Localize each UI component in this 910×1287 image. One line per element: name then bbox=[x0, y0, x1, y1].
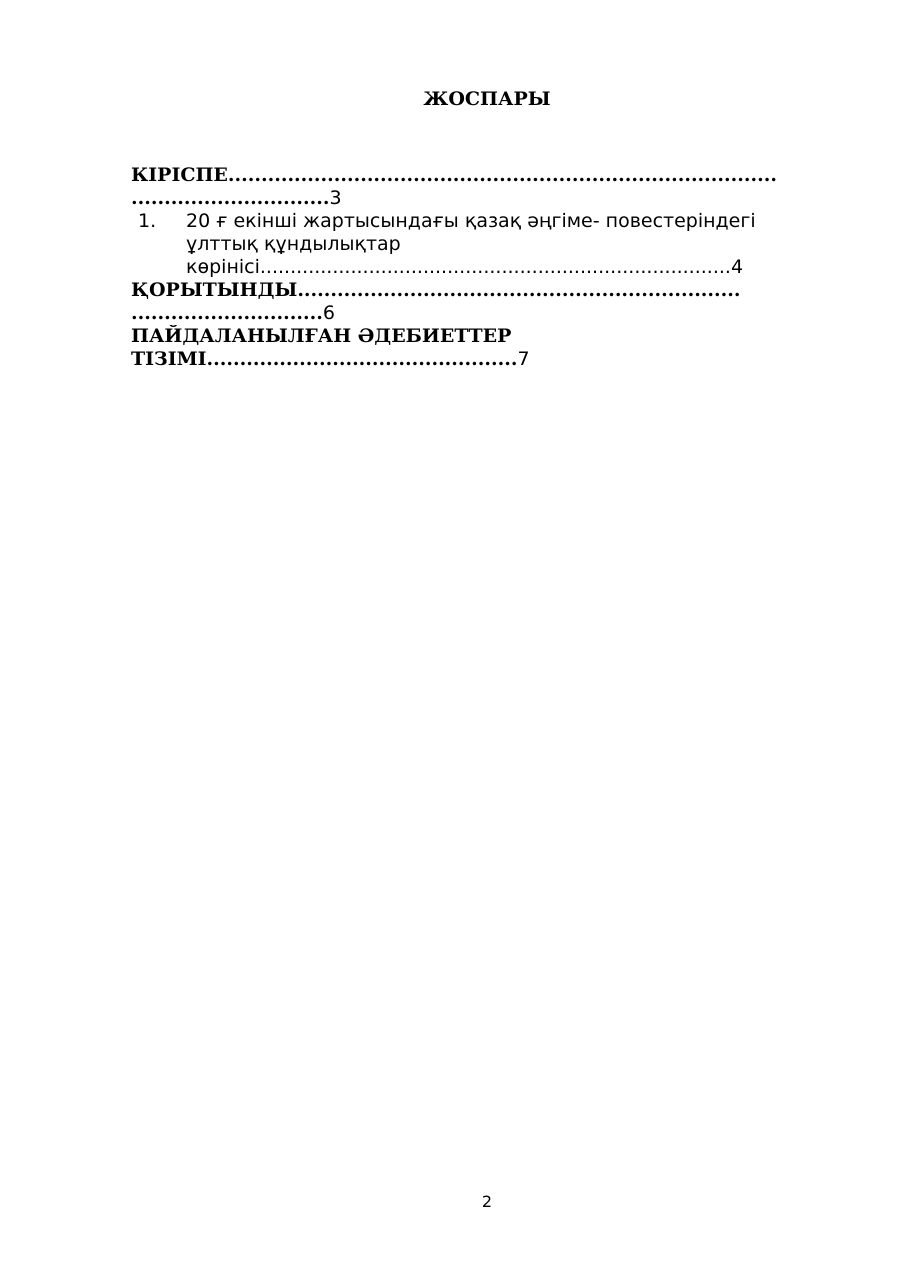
toc-references-line-1: ПАЙДАЛАНЫЛҒАН ӘДЕБИЕТТЕР bbox=[131, 325, 512, 347]
toc-chapter-1-leader: .............................................................................. bbox=[259, 256, 731, 278]
table-of-contents bbox=[131, 164, 851, 371]
toc-references-label: ТІЗІМІ bbox=[131, 348, 207, 370]
toc-entry-chapter-1 bbox=[131, 210, 851, 279]
toc-intro-leader: ................................................................................... bbox=[227, 164, 777, 186]
toc-conclusion-leader-cont: ............................. bbox=[131, 302, 323, 324]
toc-chapter-1-line-3 bbox=[186, 256, 851, 279]
toc-intro-line-2 bbox=[131, 187, 851, 210]
toc-references-line-2 bbox=[131, 348, 851, 371]
toc-conclusion-leader: ................................................................... bbox=[297, 279, 741, 301]
toc-chapter-1-line-2: ұлттық құндылықтар bbox=[186, 233, 401, 255]
toc-references-leader: ............................................... bbox=[206, 348, 518, 370]
toc-intro-leader-cont: .............................. bbox=[131, 187, 330, 209]
page-number: 2 bbox=[481, 1192, 493, 1211]
toc-references-page: 7 bbox=[517, 348, 530, 370]
toc-chapter-1-text: көрінісі bbox=[186, 256, 260, 278]
toc-entry-intro bbox=[131, 164, 851, 210]
toc-conclusion-line-2 bbox=[131, 302, 851, 325]
toc-chapter-1-number: 1. bbox=[138, 210, 157, 232]
toc-chapter-1-line-1: 20 ғ екінші жартысындағы қазақ әңгіме- повестеріндегі bbox=[186, 210, 756, 232]
toc-conclusion-label: ҚОРЫТЫНДЫ bbox=[131, 279, 298, 301]
toc-entry-references bbox=[131, 325, 851, 371]
toc-conclusion-line-1 bbox=[131, 279, 851, 302]
toc-entry-conclusion bbox=[131, 279, 851, 325]
toc-intro-label: КІРІСПЕ bbox=[131, 164, 228, 186]
toc-conclusion-page: 6 bbox=[322, 302, 335, 324]
toc-intro-line-1 bbox=[131, 164, 851, 187]
toc-intro-page: 3 bbox=[329, 187, 342, 209]
toc-chapter-1-page: 4 bbox=[730, 256, 744, 278]
page-title: ЖОСПАРЫ bbox=[423, 88, 551, 110]
